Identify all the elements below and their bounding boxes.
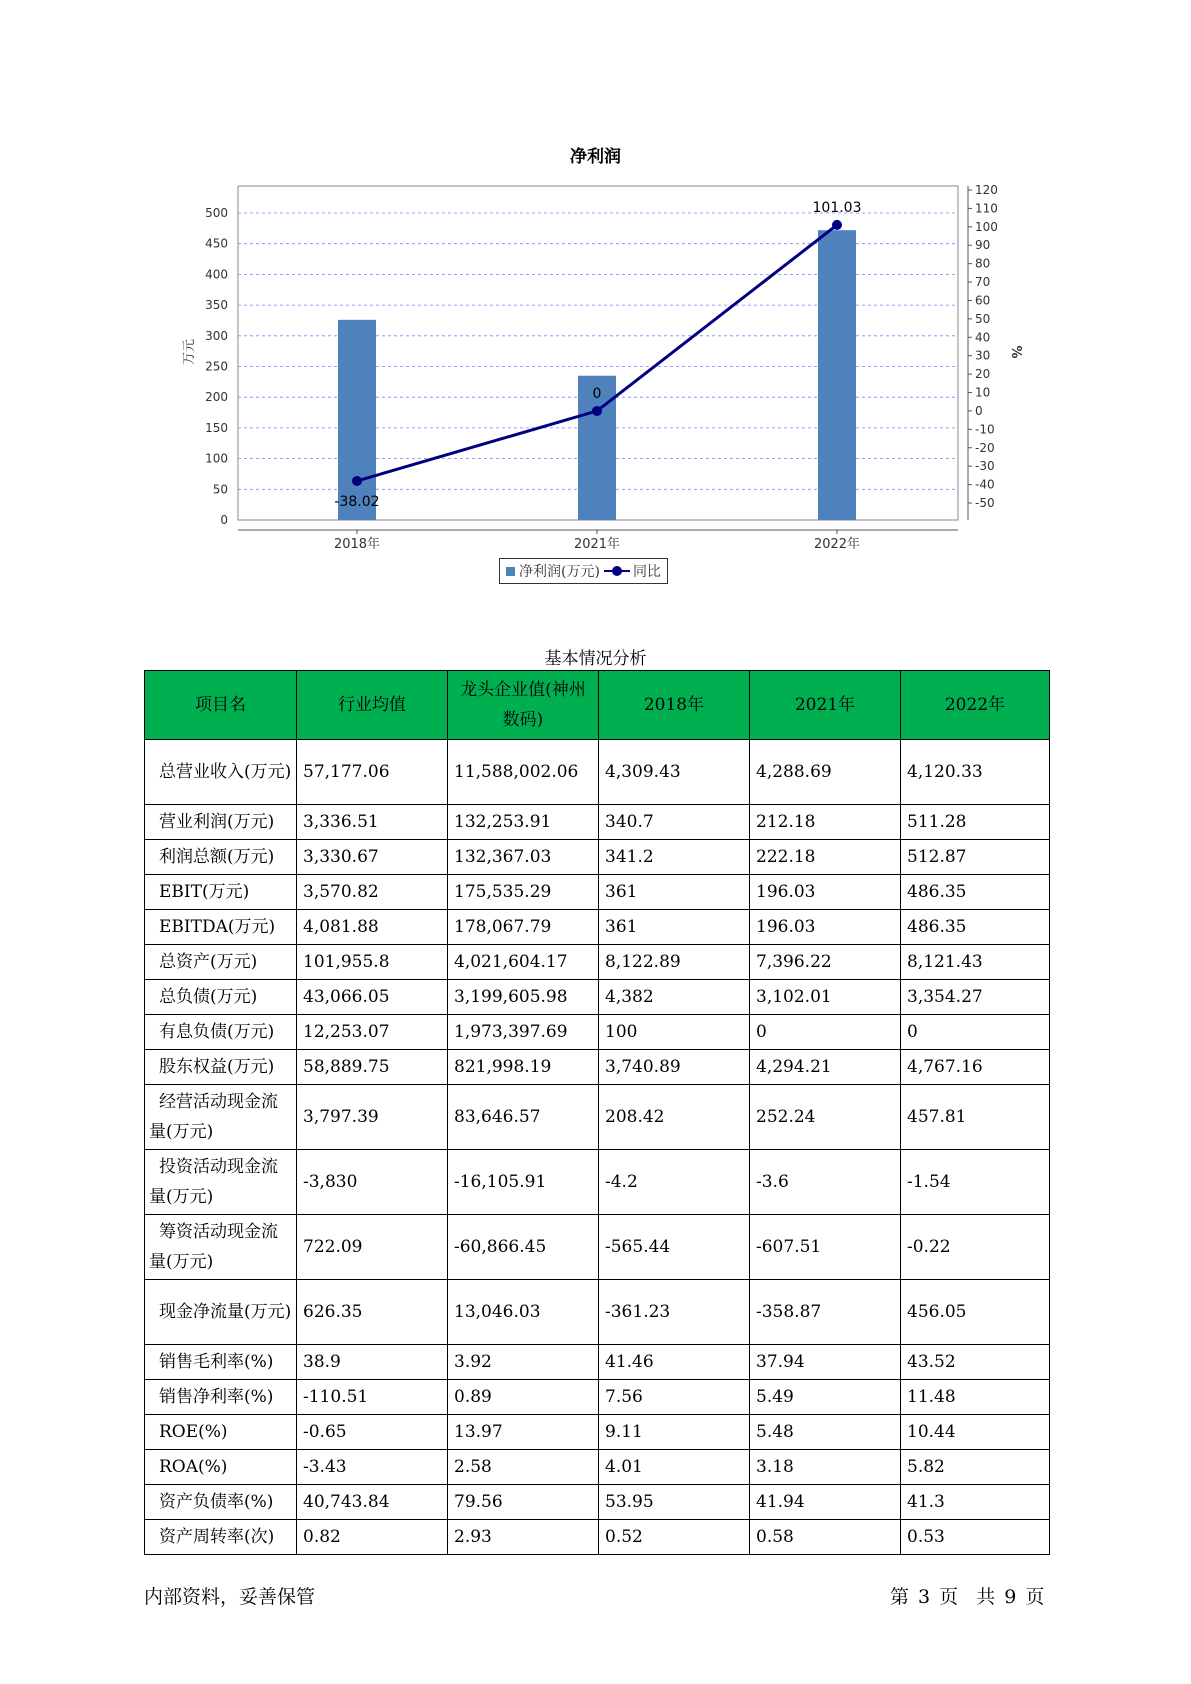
value-cell: 361: [599, 875, 750, 910]
table-row: [145, 1215, 1050, 1280]
value-cell: 456.05: [901, 1280, 1050, 1345]
value-cell: 196.03: [750, 875, 901, 910]
value-cell: 12,253.07: [297, 1015, 448, 1050]
value-cell: 1,973,397.69: [448, 1015, 599, 1050]
table-row: [145, 1415, 1050, 1450]
x-tick-label: 2022年: [813, 537, 861, 552]
header-2018: 2018年: [599, 671, 750, 740]
row-label-cell: ROA(%): [145, 1450, 297, 1485]
value-cell: -4.2: [599, 1150, 750, 1215]
value-cell: 626.35: [297, 1280, 448, 1345]
row-label-cell: 营业利润(万元): [145, 805, 297, 840]
value-cell: -3.6: [750, 1150, 901, 1215]
value-cell: 2.58: [448, 1450, 599, 1485]
y-left-tick-label: 50: [212, 482, 228, 497]
value-cell: 340.7: [599, 805, 750, 840]
chart-title: 净利润: [570, 147, 621, 167]
footer-page-number: 第 3 页 共 9 页: [890, 1586, 1045, 1608]
value-cell: 0.58: [750, 1520, 901, 1555]
value-cell: 457.81: [901, 1085, 1050, 1150]
y-left-tick-label: 500: [205, 206, 228, 220]
y-right-tick-label: -50: [975, 496, 995, 510]
yoy-data-label: 0: [592, 385, 602, 402]
row-label-cell: 销售净利率(%): [145, 1380, 297, 1415]
value-cell: 5.82: [901, 1450, 1050, 1485]
y-right-tick-label: 80: [975, 256, 991, 271]
value-cell: -60,866.45: [448, 1215, 599, 1280]
value-cell: -110.51: [297, 1380, 448, 1415]
row-label-cell: 总资产(万元): [145, 945, 297, 980]
value-cell: -0.22: [901, 1215, 1050, 1280]
value-cell: 212.18: [750, 805, 901, 840]
value-cell: 132,253.91: [448, 805, 599, 840]
y-left-tick-label: 300: [205, 328, 228, 343]
y-right-tick-label: 100: [975, 219, 998, 234]
net-profit-chart: [0, 0, 1191, 560]
yoy-data-label: 101.03: [812, 199, 862, 216]
y-left-tick-label: 350: [205, 298, 228, 313]
row-label-cell: 现金净流量(万元): [145, 1280, 297, 1345]
y-right-tick-label: 20: [975, 367, 991, 382]
value-cell: 3.18: [750, 1450, 901, 1485]
value-cell: 512.87: [901, 840, 1050, 875]
table-row: [145, 1485, 1050, 1520]
value-cell: 3.92: [448, 1345, 599, 1380]
bar-legend-swatch: [506, 567, 515, 576]
row-label-cell: 筹资活动现金流量(万元): [145, 1215, 297, 1280]
y-right-tick-label: 10: [975, 385, 991, 400]
y-left-tick-label: 100: [205, 451, 228, 466]
value-cell: 83,646.57: [448, 1085, 599, 1150]
y-left-axis-title: 万元: [182, 338, 197, 366]
table-row: [145, 1150, 1050, 1215]
y-right-tick-label: -10: [975, 422, 995, 437]
value-cell: -358.87: [750, 1280, 901, 1345]
value-cell: 4,294.21: [750, 1050, 901, 1085]
y-left-tick-label: 0: [220, 513, 228, 527]
y-left-tick-label: 150: [205, 420, 228, 435]
row-label-cell: EBITDA(万元): [145, 910, 297, 945]
y-right-tick-label: 30: [975, 348, 991, 363]
value-cell: 196.03: [750, 910, 901, 945]
value-cell: 43.52: [901, 1345, 1050, 1380]
value-cell: 3,354.27: [901, 980, 1050, 1015]
table-row: [145, 1085, 1050, 1150]
y-right-axis-title: %: [1008, 345, 1023, 359]
y-right-tick-label: 50: [975, 311, 991, 326]
row-label-cell: 利润总额(万元): [145, 840, 297, 875]
table-row: [145, 910, 1050, 945]
footer-confidential-note: 内部资料，妥善保管: [144, 1586, 316, 1608]
value-cell: 178,067.79: [448, 910, 599, 945]
value-cell: 486.35: [901, 875, 1050, 910]
header-2022: 2022年: [901, 671, 1050, 740]
value-cell: 41.46: [599, 1345, 750, 1380]
bar-net-profit: [338, 320, 376, 520]
value-cell: 3,199,605.98: [448, 980, 599, 1015]
value-cell: -361.23: [599, 1280, 750, 1345]
value-cell: 38.9: [297, 1345, 448, 1380]
table-row: [145, 805, 1050, 840]
value-cell: 3,740.89: [599, 1050, 750, 1085]
value-cell: 486.35: [901, 910, 1050, 945]
value-cell: 8,121.43: [901, 945, 1050, 980]
value-cell: 3,336.51: [297, 805, 448, 840]
value-cell: 53.95: [599, 1485, 750, 1520]
table-row: [145, 1520, 1050, 1555]
y-right-tick-label: -20: [975, 440, 995, 455]
line-legend-swatch: [604, 566, 630, 576]
y-left-tick-label: 400: [205, 267, 228, 282]
value-cell: -3,830: [297, 1150, 448, 1215]
value-cell: 0.89: [448, 1380, 599, 1415]
value-cell: 8,122.89: [599, 945, 750, 980]
row-label-cell: EBIT(万元): [145, 875, 297, 910]
table-row: [145, 980, 1050, 1015]
header-2021: 2021年: [750, 671, 901, 740]
value-cell: 821,998.19: [448, 1050, 599, 1085]
y-right-tick-label: -30: [975, 459, 995, 474]
value-cell: 0.52: [599, 1520, 750, 1555]
row-label-cell: 股东权益(万元): [145, 1050, 297, 1085]
y-right-tick-label: 40: [975, 330, 991, 345]
value-cell: 722.09: [297, 1215, 448, 1280]
table-row: [145, 1280, 1050, 1345]
row-label-cell: 资产负债率(%): [145, 1485, 297, 1520]
table-row: [145, 1345, 1050, 1380]
value-cell: 41.3: [901, 1485, 1050, 1520]
value-cell: -565.44: [599, 1215, 750, 1280]
value-cell: 361: [599, 910, 750, 945]
table-row: [145, 740, 1050, 805]
value-cell: -0.65: [297, 1415, 448, 1450]
value-cell: 3,102.01: [750, 980, 901, 1015]
table-row: [145, 1380, 1050, 1415]
y-right-tick-label: 110: [975, 201, 998, 216]
value-cell: 4,120.33: [901, 740, 1050, 805]
value-cell: 5.48: [750, 1415, 901, 1450]
table-row: [145, 1450, 1050, 1485]
y-right-tick-label: 70: [975, 275, 991, 290]
table-row: [145, 875, 1050, 910]
yoy-data-label: -38.02: [334, 493, 380, 510]
row-label-cell: 总营业收入(万元): [145, 740, 297, 805]
x-tick-label: 2021年: [573, 537, 621, 552]
value-cell: 7,396.22: [750, 945, 901, 980]
row-label-cell: 投资活动现金流量(万元): [145, 1150, 297, 1215]
value-cell: 4,021,604.17: [448, 945, 599, 980]
row-label-cell: 有息负债(万元): [145, 1015, 297, 1050]
value-cell: 41.94: [750, 1485, 901, 1520]
table-row: [145, 840, 1050, 875]
value-cell: 13,046.03: [448, 1280, 599, 1345]
value-cell: 4,288.69: [750, 740, 901, 805]
y-left-tick-label: 200: [205, 390, 228, 405]
value-cell: 3,797.39: [297, 1085, 448, 1150]
value-cell: 9.11: [599, 1415, 750, 1450]
y-right-tick-label: 120: [975, 183, 998, 197]
header-industry-avg: 行业均值: [297, 671, 448, 740]
row-label-cell: 经营活动现金流量(万元): [145, 1085, 297, 1150]
value-cell: 40,743.84: [297, 1485, 448, 1520]
value-cell: 37.94: [750, 1345, 901, 1380]
table-header-row: [145, 671, 1050, 740]
value-cell: 132,367.03: [448, 840, 599, 875]
value-cell: 4,309.43: [599, 740, 750, 805]
value-cell: 2.93: [448, 1520, 599, 1555]
yoy-point: [352, 476, 362, 486]
value-cell: 10.44: [901, 1415, 1050, 1450]
yoy-point: [592, 406, 602, 416]
yoy-point: [832, 220, 842, 230]
value-cell: 0: [901, 1015, 1050, 1050]
table-row: [145, 945, 1050, 980]
value-cell: 57,177.06: [297, 740, 448, 805]
value-cell: 4,382: [599, 980, 750, 1015]
value-cell: 100: [599, 1015, 750, 1050]
y-right-tick-label: 90: [975, 238, 991, 253]
value-cell: 0.53: [901, 1520, 1050, 1555]
bar-net-profit: [818, 230, 856, 520]
y-right-tick-label: 0: [975, 403, 983, 418]
value-cell: 175,535.29: [448, 875, 599, 910]
y-left-tick-label: 250: [205, 359, 228, 374]
line-legend-label: 同比: [632, 564, 661, 580]
row-label-cell: ROE(%): [145, 1415, 297, 1450]
value-cell: 4.01: [599, 1450, 750, 1485]
row-label-cell: 总负债(万元): [145, 980, 297, 1015]
bar-legend-label: 净利润(万元): [519, 564, 600, 580]
header-leader-value: 龙头企业值(神州数码): [448, 671, 599, 740]
chart-legend: [499, 558, 668, 584]
value-cell: 252.24: [750, 1085, 901, 1150]
value-cell: 58,889.75: [297, 1050, 448, 1085]
x-tick-label: 2018年: [333, 537, 381, 552]
table-row: [145, 1015, 1050, 1050]
value-cell: 43,066.05: [297, 980, 448, 1015]
value-cell: 222.18: [750, 840, 901, 875]
row-label-cell: 销售毛利率(%): [145, 1345, 297, 1380]
y-right-tick-label: -40: [975, 477, 995, 492]
basic-analysis-table: [144, 670, 1050, 1555]
value-cell: -607.51: [750, 1215, 901, 1280]
value-cell: 4,081.88: [297, 910, 448, 945]
value-cell: 79.56: [448, 1485, 599, 1520]
y-left-tick-label: 450: [205, 236, 228, 251]
value-cell: 7.56: [599, 1380, 750, 1415]
value-cell: 3,570.82: [297, 875, 448, 910]
value-cell: 101,955.8: [297, 945, 448, 980]
value-cell: -3.43: [297, 1450, 448, 1485]
value-cell: 11,588,002.06: [448, 740, 599, 805]
header-item-name: 项目名: [145, 671, 297, 740]
row-label-cell: 资产周转率(次): [145, 1520, 297, 1555]
value-cell: 5.49: [750, 1380, 901, 1415]
table-caption: 基本情况分析: [544, 649, 647, 669]
value-cell: 11.48: [901, 1380, 1050, 1415]
value-cell: 3,330.67: [297, 840, 448, 875]
value-cell: 0.82: [297, 1520, 448, 1555]
value-cell: -1.54: [901, 1150, 1050, 1215]
y-right-tick-label: 60: [975, 293, 991, 308]
value-cell: 13.97: [448, 1415, 599, 1450]
value-cell: 0: [750, 1015, 901, 1050]
value-cell: -16,105.91: [448, 1150, 599, 1215]
table-row: [145, 1050, 1050, 1085]
value-cell: 4,767.16: [901, 1050, 1050, 1085]
value-cell: 341.2: [599, 840, 750, 875]
value-cell: 511.28: [901, 805, 1050, 840]
value-cell: 208.42: [599, 1085, 750, 1150]
